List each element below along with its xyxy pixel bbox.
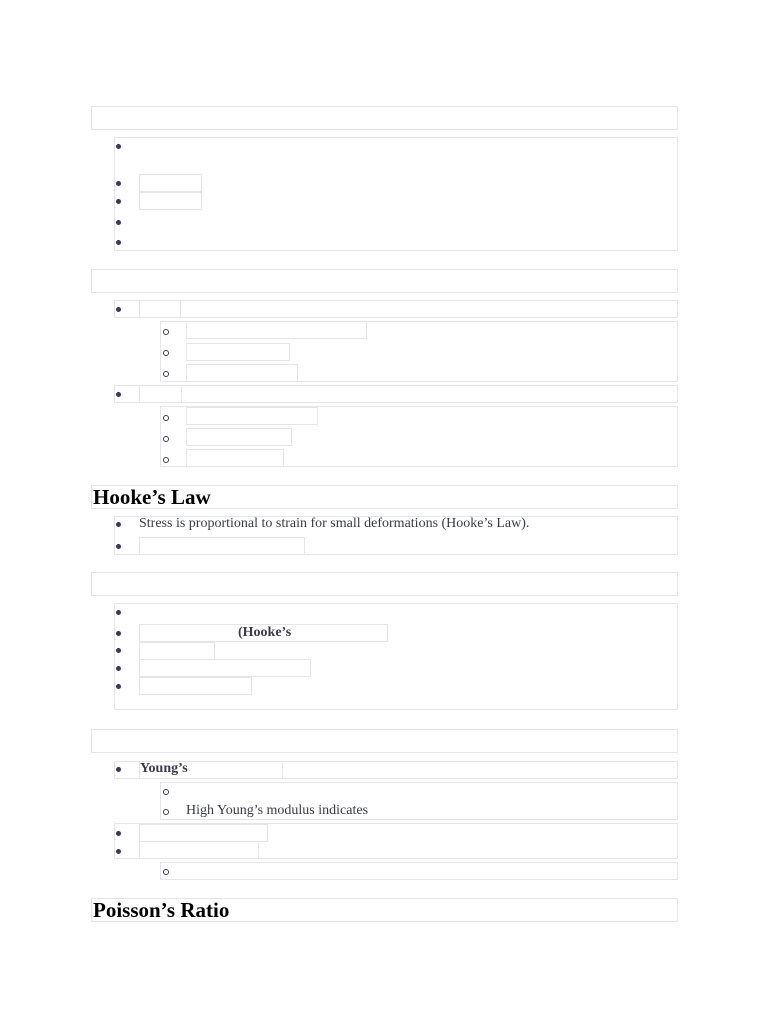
text-placeholder bbox=[139, 659, 311, 677]
bullet bbox=[116, 849, 121, 854]
moduli-item: Young’s bbox=[140, 761, 188, 776]
hookes-law-heading: Hooke’s Law bbox=[93, 485, 211, 509]
section-2-heading-box bbox=[91, 269, 678, 293]
bullet bbox=[116, 648, 121, 653]
sub-bullet bbox=[163, 350, 169, 356]
sub-bullet bbox=[163, 789, 169, 795]
text-placeholder bbox=[139, 677, 252, 695]
sub-bullet bbox=[163, 415, 169, 421]
sublist-box bbox=[160, 862, 678, 880]
text-placeholder bbox=[139, 300, 181, 318]
text-placeholder bbox=[139, 192, 202, 210]
bullet bbox=[116, 631, 121, 636]
text-placeholder bbox=[186, 407, 318, 425]
text-placeholder bbox=[139, 174, 202, 192]
moduli-subitem: High Young’s modulus indicates bbox=[186, 803, 369, 818]
bullet bbox=[116, 610, 121, 615]
sub-bullet bbox=[163, 809, 169, 815]
section-1-heading-box bbox=[91, 106, 678, 130]
text-placeholder bbox=[139, 824, 268, 842]
bullet bbox=[116, 240, 121, 245]
sub-bullet bbox=[163, 436, 169, 442]
sub-bullet bbox=[163, 371, 169, 377]
list-item-box bbox=[114, 385, 678, 403]
sub-bullet bbox=[163, 869, 169, 875]
text-placeholder bbox=[186, 449, 284, 467]
bullet bbox=[116, 684, 121, 689]
sub-bullet bbox=[163, 457, 169, 463]
text-placeholder bbox=[186, 321, 367, 339]
sub-bullet bbox=[163, 329, 169, 335]
text-placeholder bbox=[186, 343, 290, 361]
section-5-heading-box bbox=[91, 729, 678, 753]
bullet bbox=[116, 220, 121, 225]
text-placeholder bbox=[139, 642, 215, 660]
bullet bbox=[116, 767, 121, 772]
bullet bbox=[116, 522, 121, 527]
text-placeholder bbox=[186, 428, 292, 446]
bullet bbox=[116, 666, 121, 671]
bullet bbox=[116, 392, 121, 397]
section-4-heading-box bbox=[91, 572, 678, 596]
bullet bbox=[116, 181, 121, 186]
poissons-ratio-heading: Poisson’s Ratio bbox=[93, 898, 230, 922]
bullet bbox=[116, 307, 121, 312]
hookes-law-item: Stress is proportional to strain for small deformations (Hooke’s Law). bbox=[139, 516, 530, 531]
list-item-box bbox=[114, 300, 678, 318]
bullet bbox=[116, 144, 121, 149]
text-placeholder bbox=[139, 385, 182, 403]
stress-strain-item: (Hooke’s bbox=[238, 625, 292, 640]
bullet bbox=[116, 544, 121, 549]
text-placeholder bbox=[186, 364, 298, 382]
text-placeholder bbox=[139, 537, 305, 555]
text-placeholder bbox=[139, 841, 259, 859]
bullet bbox=[116, 199, 121, 204]
bullet bbox=[116, 831, 121, 836]
